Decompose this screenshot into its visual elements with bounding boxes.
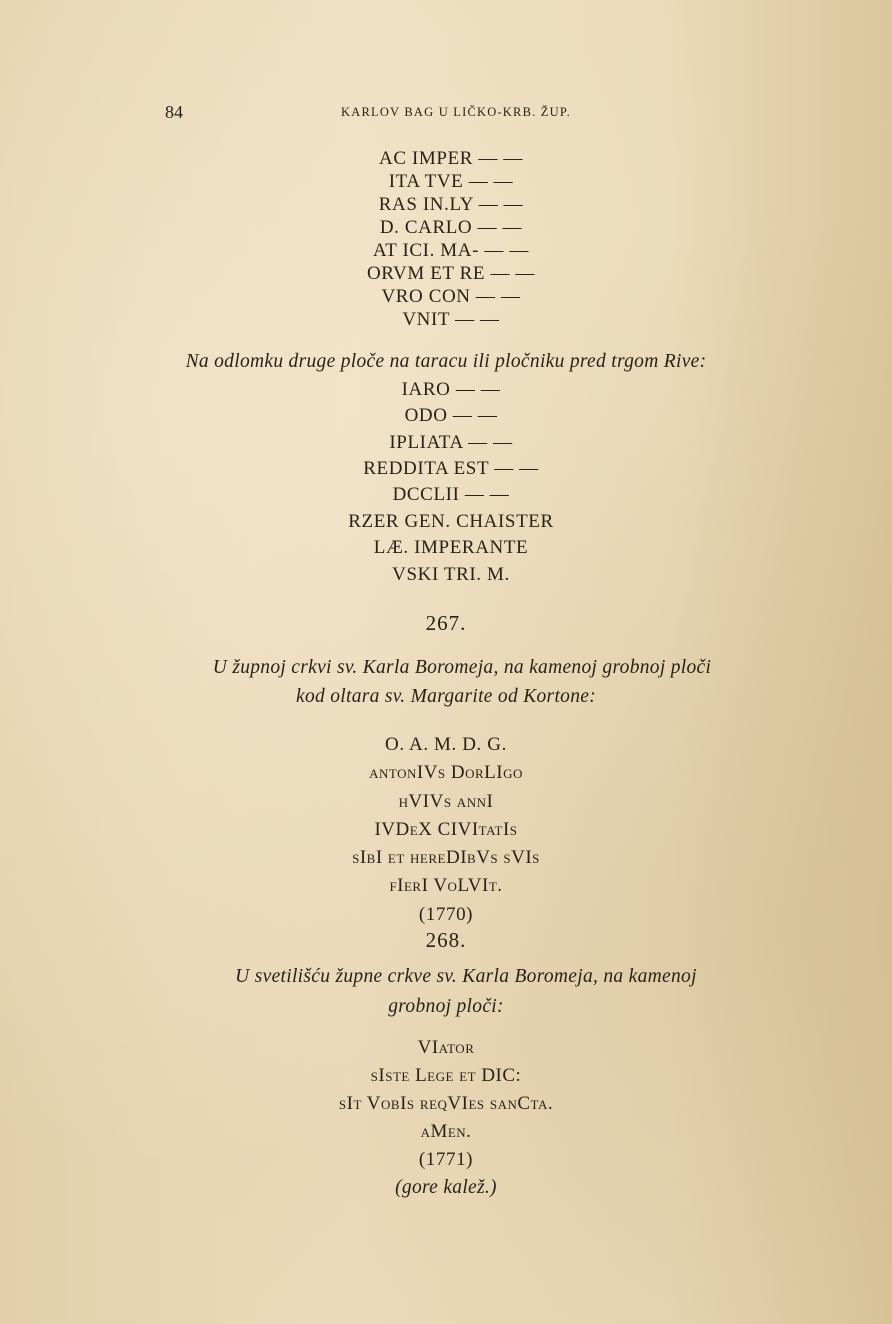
inscription-line: aMen. xyxy=(420,1121,472,1142)
running-head: KARLOV BAG U LIČKO-KRB. ŽUP. xyxy=(341,105,571,119)
inscription-line: ORVM ET RE — — xyxy=(366,263,536,284)
inscription-line: LÆ. IMPERANTE xyxy=(373,537,529,558)
caption: Na odlomku druge ploče na taracu ili pločniku pred trgom Rive: xyxy=(185,351,707,372)
inscription-line: antonIVs DorLIgo xyxy=(369,762,523,783)
year: (1771) xyxy=(418,1149,474,1170)
inscription-line: REDDITA EST — — xyxy=(363,458,539,479)
inscription-line: sIste Lege et DIC: xyxy=(370,1065,522,1086)
inscription-line: sIt VobIs reqVIes sanCta. xyxy=(338,1093,554,1114)
caption: U župnoj crkvi sv. Karla Boromeja, na kamenoj grobnoj ploči xyxy=(212,657,712,678)
page-number: 84 xyxy=(165,102,183,122)
inscription-line: sIbI et hereDIbVs sVIs xyxy=(352,847,540,868)
entry-number: 268. xyxy=(425,928,467,952)
inscription-line: VNIT — — xyxy=(402,309,500,330)
inscription-line: IVDeX CIVItatIs xyxy=(374,819,518,840)
caption: kod oltara sv. Margarite od Kortone: xyxy=(295,686,597,707)
page-header xyxy=(165,102,625,126)
year: (1770) xyxy=(418,904,474,925)
inscription-line: AC IMPER — — xyxy=(379,148,523,169)
inscription-line: RAS IN.LY — — xyxy=(378,194,524,215)
inscription-line: AT ICI. MA- — — xyxy=(373,240,529,261)
inscription-line: hVIVs annI xyxy=(398,791,494,812)
inscription-line: VSKI TRI. M. xyxy=(392,564,510,585)
inscription-line: RZER GEN. CHAISTER xyxy=(348,511,554,532)
caption: grobnoj ploči: xyxy=(388,996,504,1017)
note: (gore kalež.) xyxy=(395,1177,497,1198)
inscription-line: O. A. M. D. G. xyxy=(385,734,507,755)
inscription-line: ITA TVE — — xyxy=(388,171,514,192)
inscription-line: DCCLII — — xyxy=(392,484,510,505)
inscription-line: VRO CON — — xyxy=(381,286,521,307)
inscription-line: D. CARLO — — xyxy=(379,217,523,238)
inscription-line: IARO — — xyxy=(401,379,501,400)
inscription-line: VIator xyxy=(417,1037,475,1058)
inscription-line: ODO — — xyxy=(404,405,498,426)
entry-number: 267. xyxy=(425,611,467,635)
inscription-line: IPLIATA — — xyxy=(389,432,513,453)
inscription-line: fIerI VoLVIt. xyxy=(389,875,503,896)
caption: U svetilišću župne crkve sv. Karla Boromeja, na kamenoj xyxy=(235,966,697,987)
